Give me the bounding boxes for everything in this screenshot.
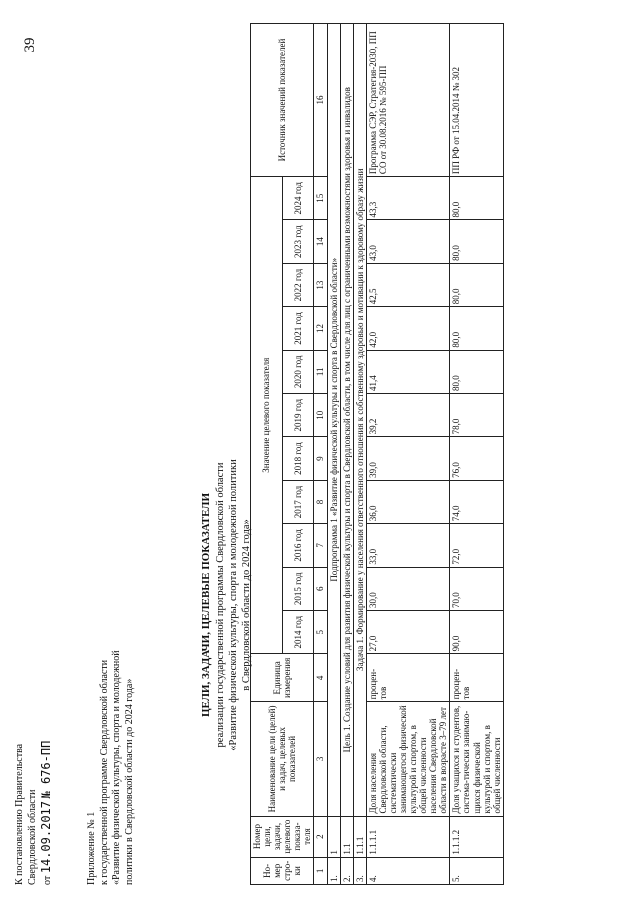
indicator-value: 39,2: [366, 394, 450, 437]
row-code: 1.1.1: [353, 816, 366, 857]
header-values: Значение целевого показателя: [251, 177, 283, 654]
indicator-value: 41,4: [366, 350, 450, 393]
indicator-value: 76,0: [450, 437, 503, 480]
indicator-unit: процен-тов: [366, 654, 450, 702]
header-source: Источник значений показателей: [251, 24, 314, 177]
appendix-note: [86, 600, 136, 885]
indicator-value: 80,0: [450, 307, 503, 350]
column-number: 9: [314, 437, 327, 480]
column-number: 6: [314, 567, 327, 610]
order-line-3: [39, 625, 55, 885]
column-number: 5: [314, 610, 327, 653]
indicator-value: 80,0: [450, 350, 503, 393]
order-number: № 676-ПП: [39, 740, 53, 799]
table-row-goal: [340, 24, 353, 885]
indicator-value: 43,0: [366, 220, 450, 263]
appendix-line-4: политики в Свердловской области до 2024 года»: [123, 678, 135, 885]
column-number: 15: [314, 177, 327, 220]
table-row-task: [353, 24, 366, 885]
order-date: 14.09.2017: [39, 801, 53, 874]
header-code: Номер цели, задачи, целевого показа-теля: [251, 816, 314, 857]
indicator-unit: процен-тов: [450, 654, 503, 702]
row-code: 1.1.1.1: [366, 816, 450, 857]
year-header: 2017 год: [282, 480, 314, 523]
indicator-value: 74,0: [450, 480, 503, 523]
title-line-2: реализации государственной программы Свердловской области: [214, 462, 226, 748]
column-number: 12: [314, 307, 327, 350]
appendix-line-1: Приложение № 1: [86, 811, 97, 885]
year-header: 2023 год: [282, 220, 314, 263]
table-row-indicator: [366, 24, 450, 885]
year-header: 2016 год: [282, 524, 314, 567]
row-number: 4.: [366, 857, 450, 884]
header-name: Наименование цели (целей) и задач, целевых показателей: [251, 702, 314, 816]
indicator-value: 80,0: [450, 263, 503, 306]
order-line-1: К постановлению Правительства: [14, 743, 25, 885]
indicator-source: ПП РФ от 15.04.2014 № 302: [450, 24, 503, 177]
order-line-2: Свердловской области: [26, 789, 38, 885]
goal-heading: Цель 1. Создание условий для развития физической культуры и спорта в Свердловской области, в том числе для лиц с ограниченными возможностями здоровья и инвалидов: [340, 24, 353, 817]
task-heading: Задача 1. Формирование у населения ответственного отношения к собственному здоровью и мотивации к здоровому образу жизни: [353, 24, 366, 817]
indicator-value: 43,3: [366, 177, 450, 220]
year-header: 2014 год: [282, 610, 314, 653]
appendix-line-2: к государственной программе Свердловской области: [98, 659, 110, 885]
row-code: 1: [327, 816, 340, 857]
indicator-name: Доля учащихся и студентов, система-тически занимаю-щихся физической культурой и спортом, в общей численности: [450, 702, 503, 816]
order-prefix: от: [42, 875, 53, 885]
year-header: 2018 год: [282, 437, 314, 480]
indicator-value: 30,0: [366, 567, 450, 610]
row-number: 1.: [327, 857, 340, 884]
column-number: 16: [314, 24, 327, 177]
indicator-value: 36,0: [366, 480, 450, 523]
indicator-value: 80,0: [450, 177, 503, 220]
page-number: 39: [22, 37, 38, 53]
indicators-table: [250, 23, 504, 885]
title-line-3: «Развитие физической культуры, спорта и молодежной политики: [227, 459, 239, 751]
indicator-source: Программа СЭР, Стратегия-2030, ПП СО от 30.08.2016 № 595-ПП: [366, 24, 450, 177]
column-number: 8: [314, 480, 327, 523]
year-header: 2020 год: [282, 350, 314, 393]
column-number: 3: [314, 702, 327, 816]
indicator-value: 27,0: [366, 610, 450, 653]
column-number: 1: [314, 857, 327, 884]
row-code: 1.1.1.2: [450, 816, 503, 857]
indicator-name: Доля населения Свердловской области, систематически занимающегося физической культурой и спортом, в общей численности населения Свердловской области в возрасте 3–79 лет: [366, 702, 450, 816]
subprogram-heading: Подпрограмма 1 «Развитие физической культуры и спорта в Свердловской области»: [327, 24, 340, 817]
header-row-number: Но-мер стро-ки: [251, 857, 314, 884]
column-number: 13: [314, 263, 327, 306]
document-title: [200, 325, 253, 885]
indicator-value: 80,0: [450, 220, 503, 263]
title-line-4: в Свердловской области до 2024 года»: [241, 519, 252, 691]
column-number: 2: [314, 816, 327, 857]
header-row-1: [251, 24, 283, 885]
title-line-1: ЦЕЛИ, ЗАДАЧИ, ЦЕЛЕВЫЕ ПОКАЗАТЕЛИ: [200, 492, 212, 718]
year-header: 2015 год: [282, 567, 314, 610]
indicator-value: 72,0: [450, 524, 503, 567]
header-unit: Единица измерения: [251, 654, 314, 702]
row-number: 3.: [353, 857, 366, 884]
indicator-value: 42,5: [366, 263, 450, 306]
indicator-value: 39,0: [366, 437, 450, 480]
indicator-value: 42,0: [366, 307, 450, 350]
column-number: 10: [314, 394, 327, 437]
column-number: 11: [314, 350, 327, 393]
year-header: 2022 год: [282, 263, 314, 306]
indicator-value: 70,0: [450, 567, 503, 610]
column-number-row: [314, 24, 327, 885]
indicator-value: 78,0: [450, 394, 503, 437]
order-reference: [14, 625, 55, 885]
appendix-line-3: «Развитие физической культуры, спорта и молодежной: [111, 650, 122, 885]
column-number: 7: [314, 524, 327, 567]
table-row-subprogram: [327, 24, 340, 885]
column-number: 14: [314, 220, 327, 263]
indicator-value: 90,0: [450, 610, 503, 653]
row-number: 2.: [340, 857, 353, 884]
year-header: 2019 год: [282, 394, 314, 437]
year-header: 2024 год: [282, 177, 314, 220]
row-code: 1.1: [340, 816, 353, 857]
year-header: 2021 год: [282, 307, 314, 350]
table-row-indicator: [450, 24, 503, 885]
indicator-value: 33,0: [366, 524, 450, 567]
column-number: 4: [314, 654, 327, 702]
row-number: 5.: [450, 857, 503, 884]
